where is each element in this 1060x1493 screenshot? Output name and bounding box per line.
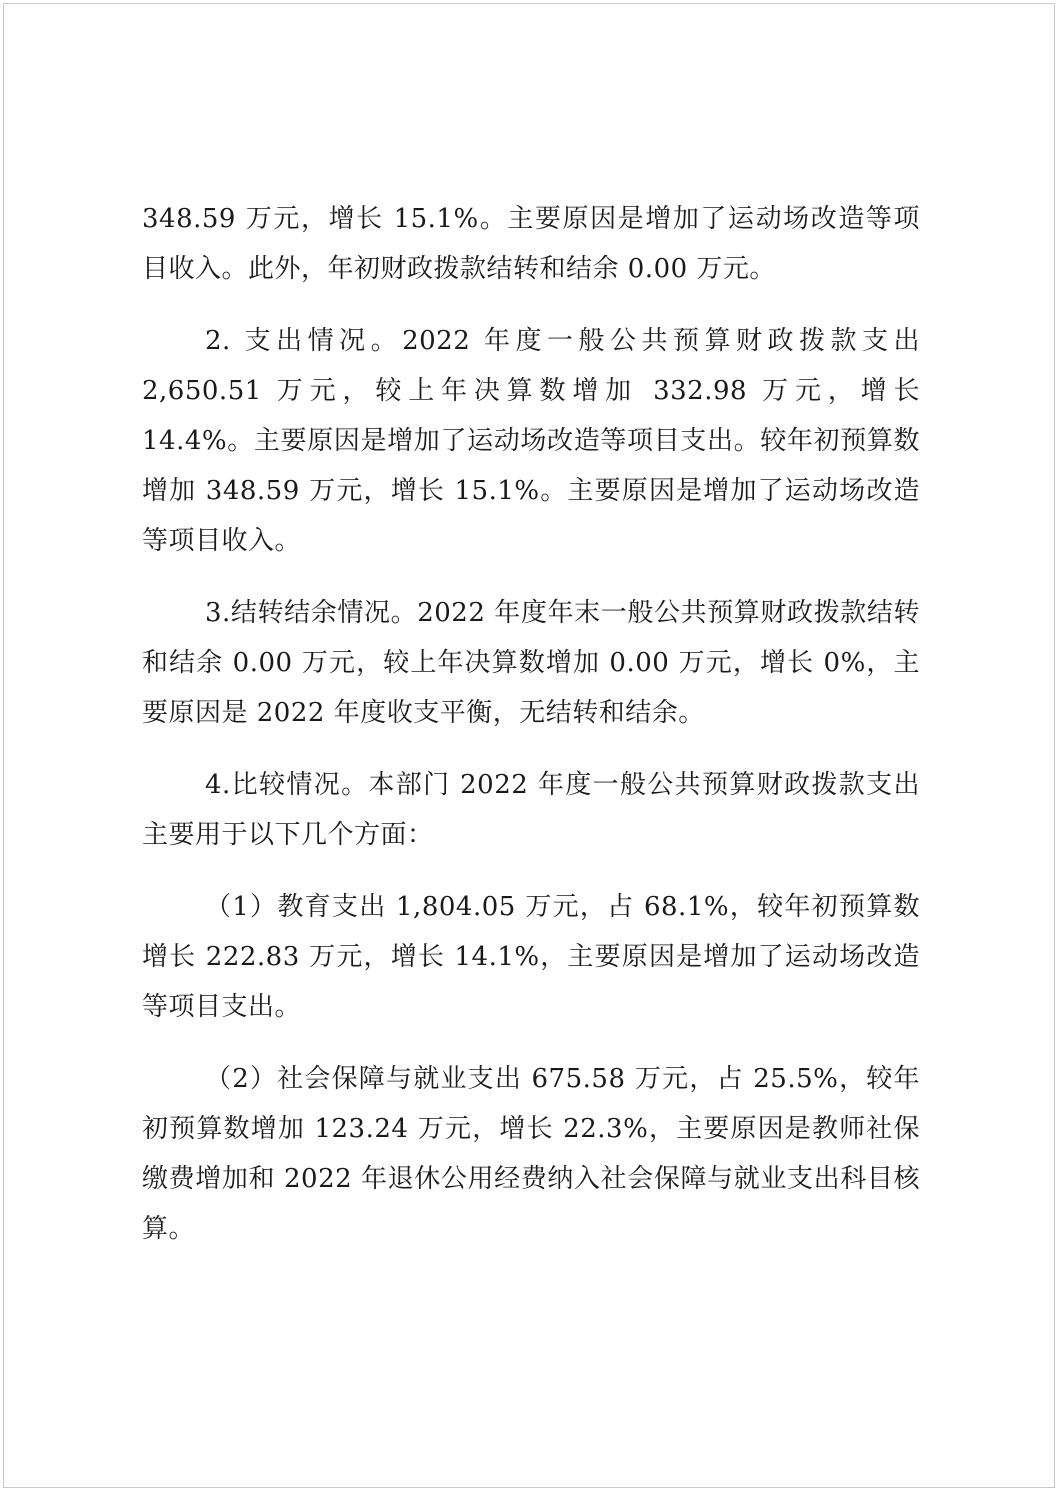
paragraph-comparison: 4.比较情况。本部门 2022 年度一般公共预算财政拨款支出主要用于以下几个方面： bbox=[142, 770, 920, 850]
paragraph-social-security-expenditure: （2）社会保障与就业支出 675.58 万元，占 25.5%，较年初预算数增加 123.24 万元，增长 22.3%，主要原因是教师社保缴费增加和 2022 年退休公用经费纳入社会保障与就业支出科目核算。 bbox=[142, 1064, 920, 1244]
paragraph-expenditure: 2. 支出情况。2022 年度一般公共预算财政拨款支出 2,650.51 万元，较上年决算数增加 332.98 万元，增长 14.4%。主要原因是增加了运动场改造等项目支出。较年初预算数增加 348.59 万元，增长 15.1%。主要原因是增加了运动场改造等项目收入。 bbox=[142, 326, 920, 556]
paragraph-continuation: 348.59 万元，增长 15.1%。主要原因是增加了运动场改造等项目收入。此外，年初财政拨款结转和结余 0.00 万元。 bbox=[142, 204, 920, 284]
paragraph-carryover: 3.结转结余情况。2022 年度年末一般公共预算财政拨款结转和结余 0.00 万元，较上年决算数增加 0.00 万元，增长 0%，主要原因是 2022 年度收支平衡，无结转和结余。 bbox=[142, 598, 920, 728]
paragraph-education-expenditure: （1）教育支出 1,804.05 万元，占 68.1%，较年初预算数增长 222.83 万元，增长 14.1%，主要原因是增加了运动场改造等项目支出。 bbox=[142, 892, 920, 1022]
document-body bbox=[142, 194, 920, 1276]
